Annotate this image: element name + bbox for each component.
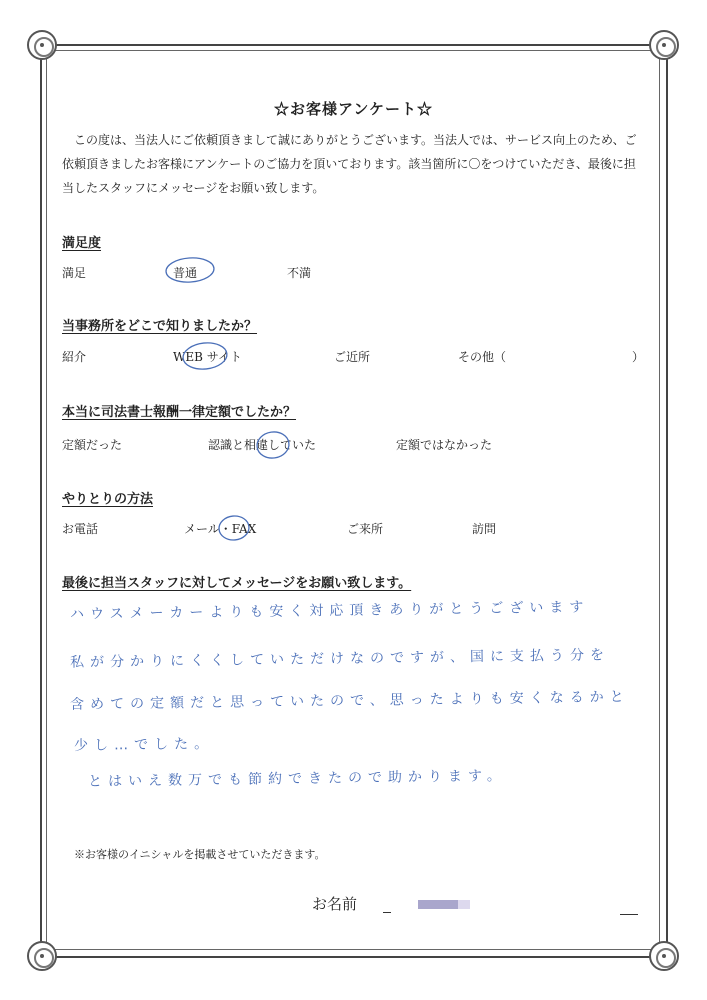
redacted-name-fade — [458, 900, 470, 909]
handwritten-line-1: ハウスメーカーよりも安く対応頂きありがとうございます — [69, 599, 590, 623]
message-heading: 最後に担当スタッフに対してメッセージをお願い致します。 — [62, 576, 412, 591]
option-satisfied[interactable]: 満足 — [62, 266, 87, 280]
question-flat-fee: 本当に司法書士報酬一律定額でしたか？ — [62, 405, 297, 420]
option-mail-fax[interactable]: メール・FAX — [184, 522, 257, 536]
question-satisfaction: 満足度 — [62, 236, 102, 251]
question-contact-method: やりとりの方法 — [62, 492, 154, 507]
circle-mark-normal — [165, 256, 215, 283]
survey-title: ☆お客様アンケート☆ — [273, 100, 434, 118]
name-label: お名前 — [312, 895, 358, 913]
redacted-name — [418, 900, 458, 909]
handwritten-line-3: 含めての定額だと思っていたので、思ったよりも安くなるかと — [69, 689, 630, 713]
option-was-flat[interactable]: 定額だった — [62, 438, 123, 452]
circle-mark-differed — [255, 430, 290, 460]
circle-mark-website — [182, 341, 228, 371]
option-normal[interactable]: 普通 — [173, 266, 198, 280]
name-line-end — [620, 914, 638, 915]
handwritten-line-5: とはいえ数万でも節約できたので助かります。 — [87, 768, 507, 790]
option-home-visit[interactable]: 訪問 — [472, 522, 497, 536]
option-dissatisfied[interactable]: 不満 — [287, 266, 312, 280]
intro-paragraph: この度は、当法人にご依頼頂きまして誠にありがとうございます。当法人では、サービス向上のため、ご依頼頂きましたお客様にアンケートのご協力を頂いております。該当箇所に〇をつけていただき、最後に担当したスタッフにメッセージをお願い致します。 — [62, 133, 637, 195]
initials-note: ※お客様のイニシャルを掲載させていただきます。 — [74, 848, 326, 861]
handwritten-line-2: 私が分かりにくくしていただけなのですが、国に支払う分を — [69, 647, 611, 671]
option-website[interactable]: WEB サイト — [173, 350, 242, 364]
option-referral[interactable]: 紹介 — [62, 350, 87, 364]
option-differed[interactable]: 認識と相違していた — [208, 438, 317, 452]
option-other[interactable]: その他（ — [458, 350, 507, 364]
option-not-flat[interactable]: 定額ではなかった — [396, 438, 493, 452]
circle-mark-mail-fax — [218, 515, 250, 542]
option-neighborhood[interactable]: ご近所 — [334, 350, 371, 364]
option-other-close: ） — [632, 350, 645, 364]
handwritten-line-4: 少し…でした。 — [73, 736, 215, 754]
name-line-start — [383, 912, 391, 913]
option-phone[interactable]: お電話 — [62, 522, 99, 536]
option-visit-office[interactable]: ご来所 — [347, 522, 384, 536]
question-how-found: 当事務所をどこで知りましたか？ — [62, 319, 258, 334]
